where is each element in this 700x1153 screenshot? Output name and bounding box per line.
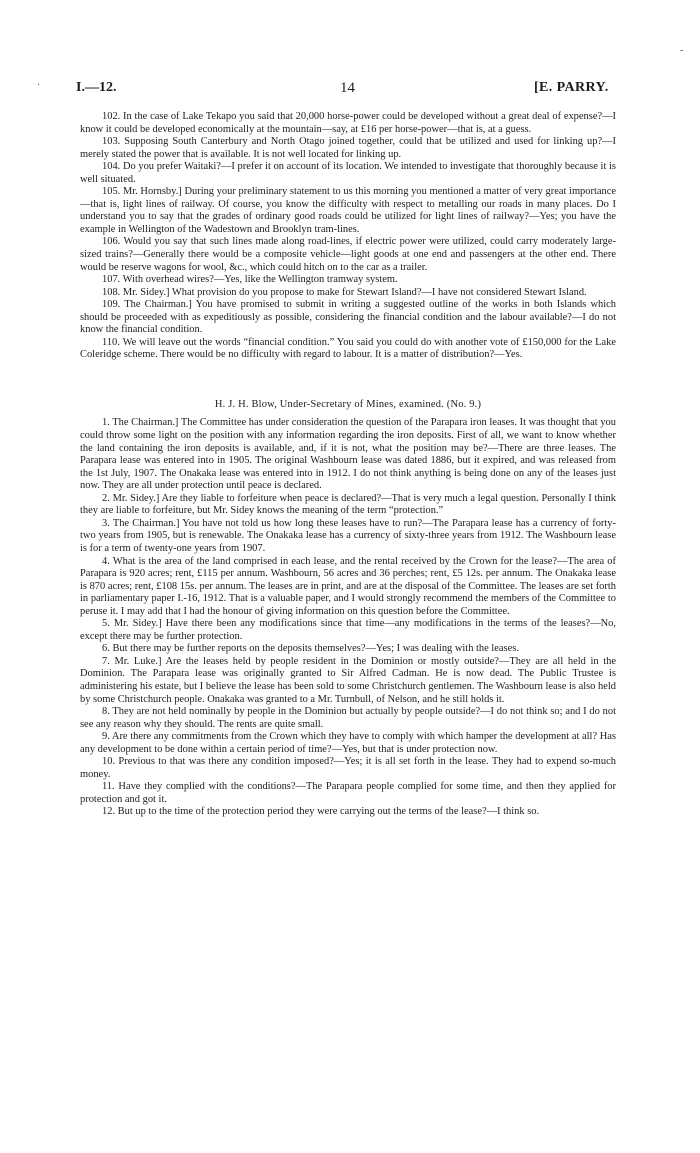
paragraph-1: 1. The Chairman.] The Committee has under consideration the question of the Parapara iron leases. It was thought that you could throw some light on the position with any information regarding the iron deposits. First of all, we want to know whether the land containing the iron deposits is available, and, if it is not, what the position may be?—There are three leases. The Parapara lease was entered into in 1905. The original Washbourn lease was dated 1886, but it expired, and was released from the 1st July, 1907. The Onakaka lease was entered into in 1912. I do not think anything is being done on any of the leases just now. They are all under protection until peace is declared.	[80, 417, 616, 492]
paragraph-104: 104. Do you prefer Waitaki?—I prefer it on account of its location. We intended to investigate that thoroughly because it is well situated.	[80, 161, 616, 185]
witness-name-header: [E. PARRY.	[534, 80, 609, 95]
paragraph-103: 103. Supposing South Canterbury and North Otago joined together, could that be utilized and used for linking up?—I merely stated the power that is available. It is not well located for linking up.	[80, 136, 616, 160]
paragraph-102: 102. In the case of Lake Tekapo you said that 20,000 horse-power could be developed without a great deal of expense?—I know it could be developed economically at the mountain—say, at £16 per horse-power—that is, at a guess.	[80, 111, 616, 135]
paragraph-109: 109. The Chairman.] You have promised to submit in writing a suggested outline of the works in both Islands which should be proceeded with as expeditiously as possible, considering the financial condition and the labour available?—I do not know the financial condition.	[80, 299, 616, 336]
paragraph-106: 106. Would you say that such lines made along road-lines, if electric power were utilized, could carry moderately large-sized trains?—Generally there would be a composite vehicle—light goods at one end and passengers at the other end. There would be reserve wagons for wool, &c., which could hitch on to the car as a trailer.	[80, 236, 616, 273]
paragraph-8: 8. They are not held nominally by people in the Dominion but actually by people outside?—I do not think so; and I do not see any reason why they should. The rents are quite small.	[80, 706, 616, 730]
paragraph-108: 108. Mr. Sidey.] What provision do you propose to make for Stewart Island?—I have not considered Stewart Island.	[102, 286, 587, 298]
paragraph-7: 7. Mr. Luke.] Are the leases held by people resident in the Dominion or mostly outside?—They are all held in the Dominion. The Parapara lease was originally granted to Sir Alfred Cadman. He is now dead. The Public Trustee is administering his estate, but I believe the lease has been sold to some Christchurch gentlemen. The Washbourn lease is also held by some Christchurch people. Onakaka was granted to a Mr. Turnbull, of Nelson, and he still holds it.	[80, 655, 616, 705]
paragraph-9: 9. Are there any commitments from the Crown which they have to comply with which hamper the development at all? Has any development to be done within a certain period of time?—Yes, but that is under protection now.	[80, 731, 616, 755]
paragraph-4: 4. What is the area of the land comprised in each lease, and the rental received by the Crown for the lease?—The area of Parapara is 920 acres; rent, £115 per annum. Washbourn, 56 acres and 36 perches; rent, £5 12s. per annum. The Onakaka lease is 870 acres; rent, £108 15s. per annum. The leases are in print, and are at the disposal of the Committee. The leases are set forth in parliamentary paper I.-16, 1912. That is a valuable paper, and I would strongly recommend the members of the Committee to peruse it. I may add that I had the honour of giving information on this question before the Committee.	[80, 555, 616, 617]
witness-heading: H. J. H. Blow, Under-Secretary of Mines, examined. (No. 9.)	[214, 398, 482, 410]
evidence-text	[80, 111, 616, 819]
margin-dash: ‐	[680, 45, 684, 56]
margin-dot: ·	[37, 80, 41, 91]
paragraph-107: 107. With overhead wires?—Yes, like the Wellington tramway system.	[102, 274, 398, 286]
paragraph-11: 11. Have they complied with the conditions?—The Parapara people complied for some time, and then they applied for protection and got it.	[80, 781, 616, 805]
paragraph-6: 6. But there may be further reports on the deposits themselves?—Yes; I was dealing with the leases.	[102, 643, 519, 655]
paragraph-12: 12. But up to the time of the protection period they were carrying out the terms of the lease?—I think so.	[102, 806, 540, 818]
paragraph-110: 110. We will leave out the words “financial condition.” You said you could do with another vote of £150,000 for the Lake Coleridge scheme. There would be no difficulty with regard to labour. It is a matter of distribution?—Yes.	[80, 336, 616, 361]
page-number: 14	[340, 80, 355, 96]
paragraph-3: 3. The Chairman.] You have not told us how long these leases have to run?—The Parapara lease has a currency of forty-two years from 1905, but is renewable. The Onakaka lease has a currency of sixty-three years from 1912. The Washbourn lease is for a term of twenty-one years from 1907.	[80, 517, 616, 554]
paragraph-10: 10. Previous to that was there any condition imposed?—Yes; it is all set forth in the lease. They had to expend so-much money.	[80, 756, 616, 780]
paragraph-105: 105. Mr. Hornsby.] During your preliminary statement to us this morning you mentioned a matter of very great importance—that is, light lines of railway. Of course, you know the difficulty with respect to metalling our roads in many places. Do I understand you to say that the grades of ordinary good roads could be utilized for light lines of railway?—Yes; you have the example in Wellington of the Wadestown and Brooklyn tram-lines.	[80, 186, 616, 235]
paragraph-5: 5. Mr. Sidey.] Have there been any modifications since that time—any modifications in the terms of the leases?—No, except there may be further protection.	[80, 618, 616, 642]
paragraph-2: 2. Mr. Sidey.] Are they liable to forfeiture when peace is declared?—That is very much a legal question. Personally I think they are liable to forfeiture, but Mr. Sidey knows the meaning of the term “protection.”	[80, 492, 616, 517]
paper-reference: I.—12.	[76, 80, 117, 95]
